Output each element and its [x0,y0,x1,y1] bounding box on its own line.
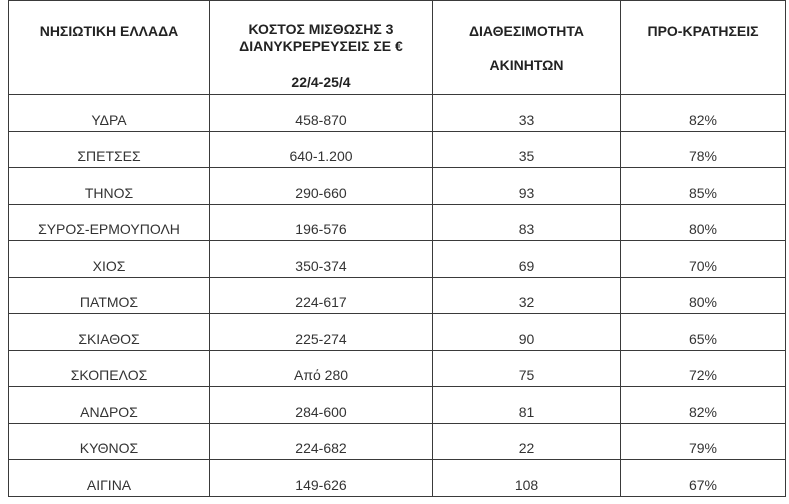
island-cell: ΣΚΟΠΕΛΟΣ [9,350,210,387]
availability-cell: 35 [433,131,621,168]
cost-cell: 350-374 [210,241,433,278]
header-availability [433,1,621,95]
availability-cell: 108 [433,460,621,497]
header-availability-line2: ΑΚΙΝΗΤΩΝ [489,57,564,73]
cost-cell: 290-660 [210,168,433,205]
bookings-cell: 65% [621,314,786,351]
header-rental-cost-dates: 22/4-25/4 [291,74,351,90]
bookings-cell: 80% [621,204,786,241]
table-row [9,241,786,278]
cost-cell: 196-576 [210,204,433,241]
cost-cell: 640-1.200 [210,131,433,168]
bookings-cell: 80% [621,277,786,314]
bookings-cell: 70% [621,241,786,278]
availability-cell: 69 [433,241,621,278]
table-row [9,277,786,314]
island-cell: ΣΥΡΟΣ-ΕΡΜΟΥΠΟΛΗ [9,204,210,241]
island-rentals-table [8,0,786,497]
table-row [9,204,786,241]
bookings-cell: 85% [621,168,786,205]
availability-cell: 33 [433,95,621,132]
availability-cell: 81 [433,387,621,424]
availability-cell: 83 [433,204,621,241]
island-cell: ΧΙΟΣ [9,241,210,278]
table-row [9,314,786,351]
table-row [9,95,786,132]
island-cell: ΥΔΡΑ [9,95,210,132]
table-row [9,460,786,497]
island-cell: ΑΝΔΡΟΣ [9,387,210,424]
cost-cell: 149-626 [210,460,433,497]
header-rental-cost [210,1,433,95]
availability-cell: 93 [433,168,621,205]
cost-cell: 458-870 [210,95,433,132]
availability-cell: 75 [433,350,621,387]
availability-cell: 90 [433,314,621,351]
cost-cell: 224-682 [210,423,433,460]
cost-cell: 225-274 [210,314,433,351]
table-header-row [9,1,786,95]
header-island: ΝΗΣΙΩΤΙΚΗ ΕΛΛΑΔΑ [9,1,210,95]
table-row [9,168,786,205]
header-rental-cost-line1: ΚΟΣΤΟΣ ΜΙΣΘΩΣΗΣ 3 [248,21,394,37]
bookings-cell: 82% [621,95,786,132]
bookings-cell: 72% [621,350,786,387]
cost-cell: 284-600 [210,387,433,424]
table-row [9,387,786,424]
island-cell: ΣΠΕΤΣΕΣ [9,131,210,168]
header-rental-cost-line2: ΔΙΑΝΥΚΡΕΡΕΥΣΕΙΣ ΣΕ € [239,38,403,54]
bookings-cell: 78% [621,131,786,168]
availability-cell: 22 [433,423,621,460]
header-bookings: ΠΡΟ-ΚΡΑΤΗΣΕΙΣ [621,1,786,95]
cost-cell: 224-617 [210,277,433,314]
island-cell: ΤΗΝΟΣ [9,168,210,205]
island-cell: ΠΑΤΜΟΣ [9,277,210,314]
table-row [9,350,786,387]
table-row [9,131,786,168]
island-cell: ΣΚΙΑΘΟΣ [9,314,210,351]
island-cell: ΑΙΓΙΝΑ [9,460,210,497]
bookings-cell: 82% [621,387,786,424]
cost-cell: Από 280 [210,350,433,387]
island-cell: ΚΥΘΝΟΣ [9,423,210,460]
header-availability-line1: ΔΙΑΘΕΣΙΜΟΤΗΤΑ [468,23,585,39]
table-row [9,423,786,460]
bookings-cell: 67% [621,460,786,497]
table-body [9,95,786,497]
bookings-cell: 79% [621,423,786,460]
availability-cell: 32 [433,277,621,314]
